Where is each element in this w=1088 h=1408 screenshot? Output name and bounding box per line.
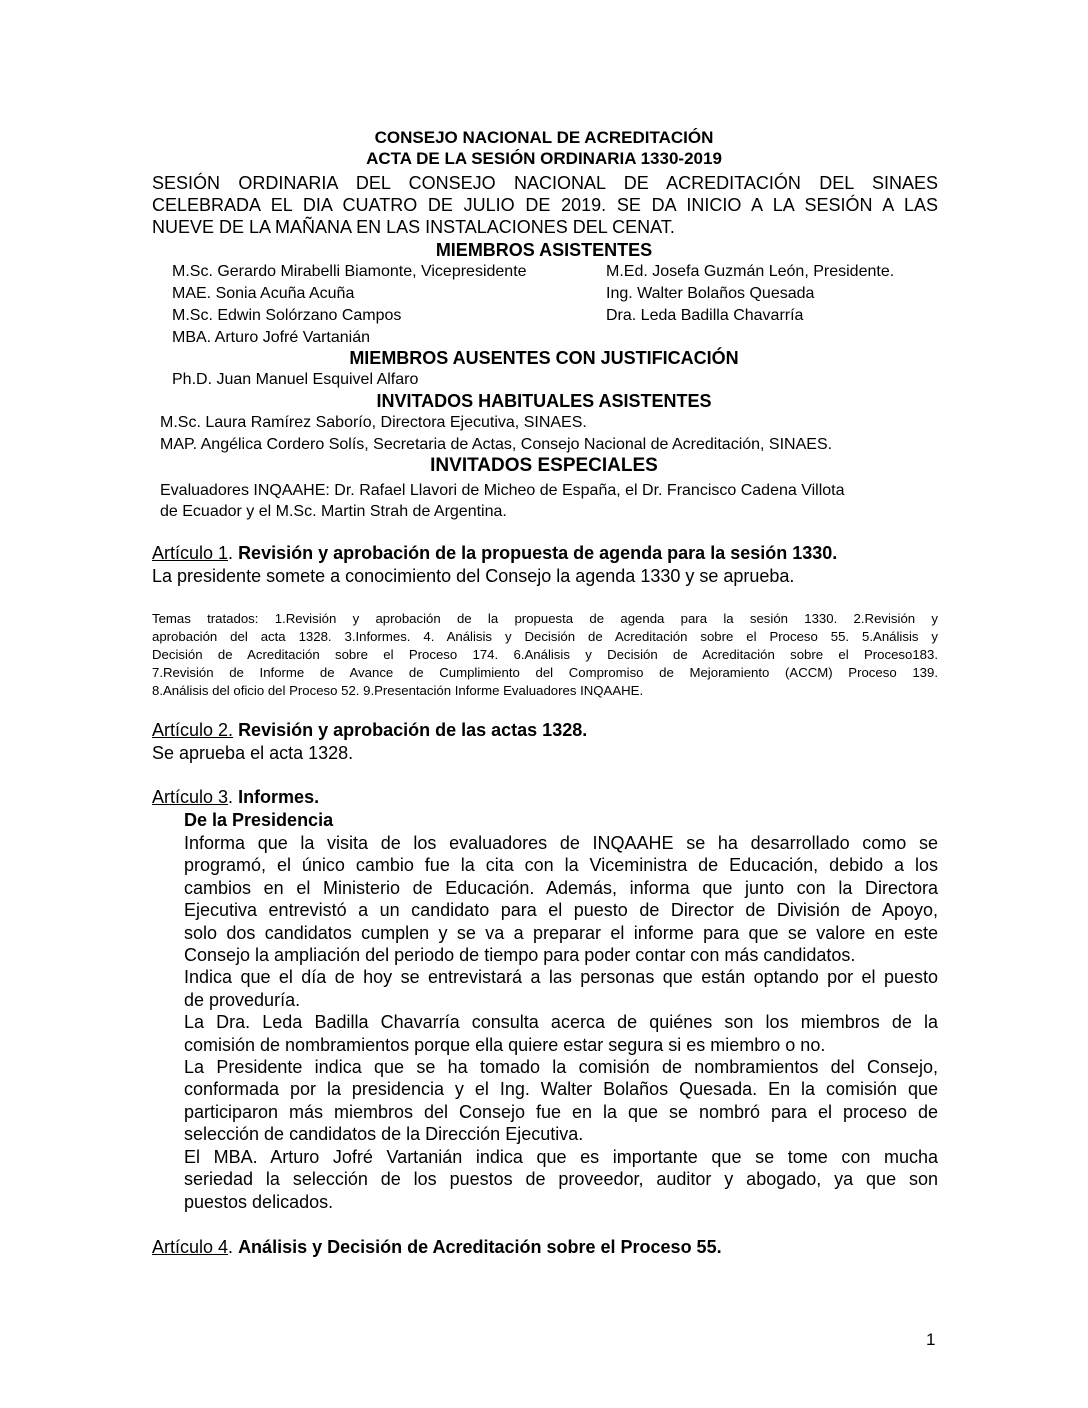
- document-title: CONSEJO NACIONAL DE ACREDITACIÓN: [374, 128, 714, 147]
- paragraph-line: participaron más miembros del Consejo fue en la que se nombró para el proceso de: [184, 1101, 938, 1122]
- paragraph-line: La Presidente indica que se ha tomado la comisión de nombramientos del Consejo,: [184, 1057, 938, 1078]
- member-name: M.Ed. Josefa Guzmán León, Presidente.: [606, 263, 895, 280]
- article-3-paragraph: [184, 832, 938, 1213]
- paragraph-line: seriedad la selección de los puestos de proveedor, auditor y abogado, ya que son: [184, 1169, 938, 1190]
- topics-line: 7.Revisión de Informe de Avance de Cumplimiento del Compromiso de Mejoramiento (ACCM) Proceso 139.: [152, 665, 938, 680]
- topics-line: aprobación del acta 1328. 3.Informes. 4. Análisis y Decisión de Acreditación sobre el Proceso 55. 5.Análisis y: [152, 629, 938, 644]
- habituales-heading: INVITADOS HABITUALES ASISTENTES: [376, 391, 712, 411]
- especiales-heading: INVITADOS ESPECIALES: [430, 455, 658, 476]
- article-label: Artículo 1: [152, 543, 229, 563]
- special-guests-line: de Ecuador y el M.Sc. Martin Strah de Argentina.: [160, 503, 507, 520]
- article-label: Artículo 3: [152, 787, 229, 807]
- paragraph-line: puestos delicados.: [184, 1191, 334, 1212]
- asistentes-heading: MIEMBROS ASISTENTES: [435, 240, 653, 260]
- paragraph-line: La Dra. Leda Badilla Chavarría consulta acerca de quiénes son los miembros de la: [184, 1012, 938, 1033]
- paragraph-line: comisión de nombramientos porque ella quiere estar segura si es miembro o no.: [184, 1034, 826, 1055]
- intro-line: SESIÓN ORDINARIA DEL CONSEJO NACIONAL DE ACREDITACIÓN DEL SINAES: [152, 173, 938, 193]
- article-label: Artículo 4: [152, 1237, 229, 1257]
- member-name: MAE. Sonia Acuña Acuña: [172, 285, 355, 302]
- topics-line: Decisión de Acreditación sobre el Proceso 174. 6.Análisis y Decisión de Acreditación sobre el Proceso183.: [152, 647, 938, 662]
- ausentes-heading: MIEMBROS AUSENTES CON JUSTIFICACIÓN: [349, 348, 739, 368]
- article-title: Informes.: [238, 787, 320, 807]
- special-guests: [160, 480, 940, 522]
- member-name: Ing. Walter Bolaños Quesada: [606, 285, 815, 302]
- article-4-heading: Artículo 4. Análisis y Decisión de Acreditación sobre el Proceso 55.: [152, 1237, 722, 1257]
- article-title: Revisión y aprobación de la propuesta de agenda para la sesión 1330.: [238, 543, 838, 563]
- special-guests-line: Evaluadores INQAAHE: Dr. Rafael Llavori de Micheo de España, el Dr. Francisco Cadena Villota: [160, 482, 845, 499]
- paragraph-line: El MBA. Arturo Jofré Vartanián indica que es importante que se tome con mucha: [184, 1146, 938, 1167]
- page-number: 1: [926, 1330, 936, 1349]
- member-name: M.Sc. Edwin Solórzano Campos: [172, 307, 402, 324]
- paragraph-line: selección de candidatos de la Dirección Ejecutiva.: [184, 1124, 584, 1145]
- paragraph-line: solo dos candidatos cumplen y se va a preparar el informe para que se valore en este: [184, 922, 938, 943]
- document-subtitle: ACTA DE LA SESIÓN ORDINARIA 1330-2019: [366, 149, 722, 168]
- article-title: Revisión y aprobación de las actas 1328.: [238, 720, 588, 740]
- topics-summary: [152, 610, 938, 700]
- article-label: Artículo 2.: [152, 720, 234, 740]
- paragraph-line: cambios en el Ministerio de Educación. Además, informa que junto con la Directora: [184, 877, 938, 898]
- paragraph-line: de proveduría.: [184, 989, 301, 1010]
- paragraph-line: Consejo la ampliación del periodo de tiempo para poder contar con más candidatos.: [184, 945, 856, 966]
- paragraph-line: Informa que la visita de los evaluadores de INQAAHE se ha desarrollado como se: [184, 833, 938, 853]
- guest-name: M.Sc. Laura Ramírez Saborío, Directora Ejecutiva, SINAES.: [160, 414, 587, 431]
- intro-line: CELEBRADA EL DIA CUATRO DE JULIO DE 2019. SE DA INICIO A LA SESIÓN A LAS: [152, 195, 938, 215]
- paragraph-line: conformada por la presidencia y el Ing. Walter Bolaños Quesada. En la comisión que: [184, 1079, 938, 1100]
- article-1-heading: Artículo 1. Revisión y aprobación de la propuesta de agenda para la sesión 1330.: [152, 543, 838, 563]
- article-2-heading: [152, 720, 587, 741]
- guest-name: MAP. Angélica Cordero Solís, Secretaria de Actas, Consejo Nacional de Acreditación, SINAES.: [160, 436, 833, 453]
- presidencia-subheading: De la Presidencia: [184, 810, 334, 830]
- paragraph-line: programó, el único cambio fue la cita con la Viceministra de Educación, debido a los: [184, 855, 938, 876]
- topics-line: Temas tratados: 1.Revisión y aprobación de la propuesta de agenda para la sesión 1330. 2.Revisión y: [152, 611, 938, 626]
- paragraph-line: Indica que el día de hoy se entrevistará a las personas que están optando por el puesto: [184, 967, 938, 988]
- intro-line: NUEVE DE LA MAÑANA EN LAS INSTALACIONES DEL CENAT.: [152, 217, 675, 237]
- member-name: Dra. Leda Badilla Chavarría: [606, 307, 804, 324]
- member-name: MBA. Arturo Jofré Vartanián: [172, 329, 371, 346]
- session-intro: [152, 172, 938, 238]
- article-title: Análisis y Decisión de Acreditación sobre el Proceso 55.: [238, 1237, 722, 1257]
- absent-member-name: Ph.D. Juan Manuel Esquivel Alfaro: [172, 371, 419, 388]
- member-name: M.Sc. Gerardo Mirabelli Biamonte, Vicepresidente: [172, 263, 527, 280]
- article-3-heading: Artículo 3. Informes.: [152, 787, 320, 807]
- article-1-body: La presidente somete a conocimiento del Consejo la agenda 1330 y se aprueba.: [152, 566, 795, 586]
- topics-line: 8.Análisis del oficio del Proceso 52. 9.Presentación Informe Evaluadores INQAAHE.: [152, 683, 644, 698]
- paragraph-line: Ejecutiva entrevistó a un candidato para el puesto de Director de División de Apoyo,: [184, 900, 938, 921]
- article-2-body: Se aprueba el acta 1328.: [152, 743, 354, 763]
